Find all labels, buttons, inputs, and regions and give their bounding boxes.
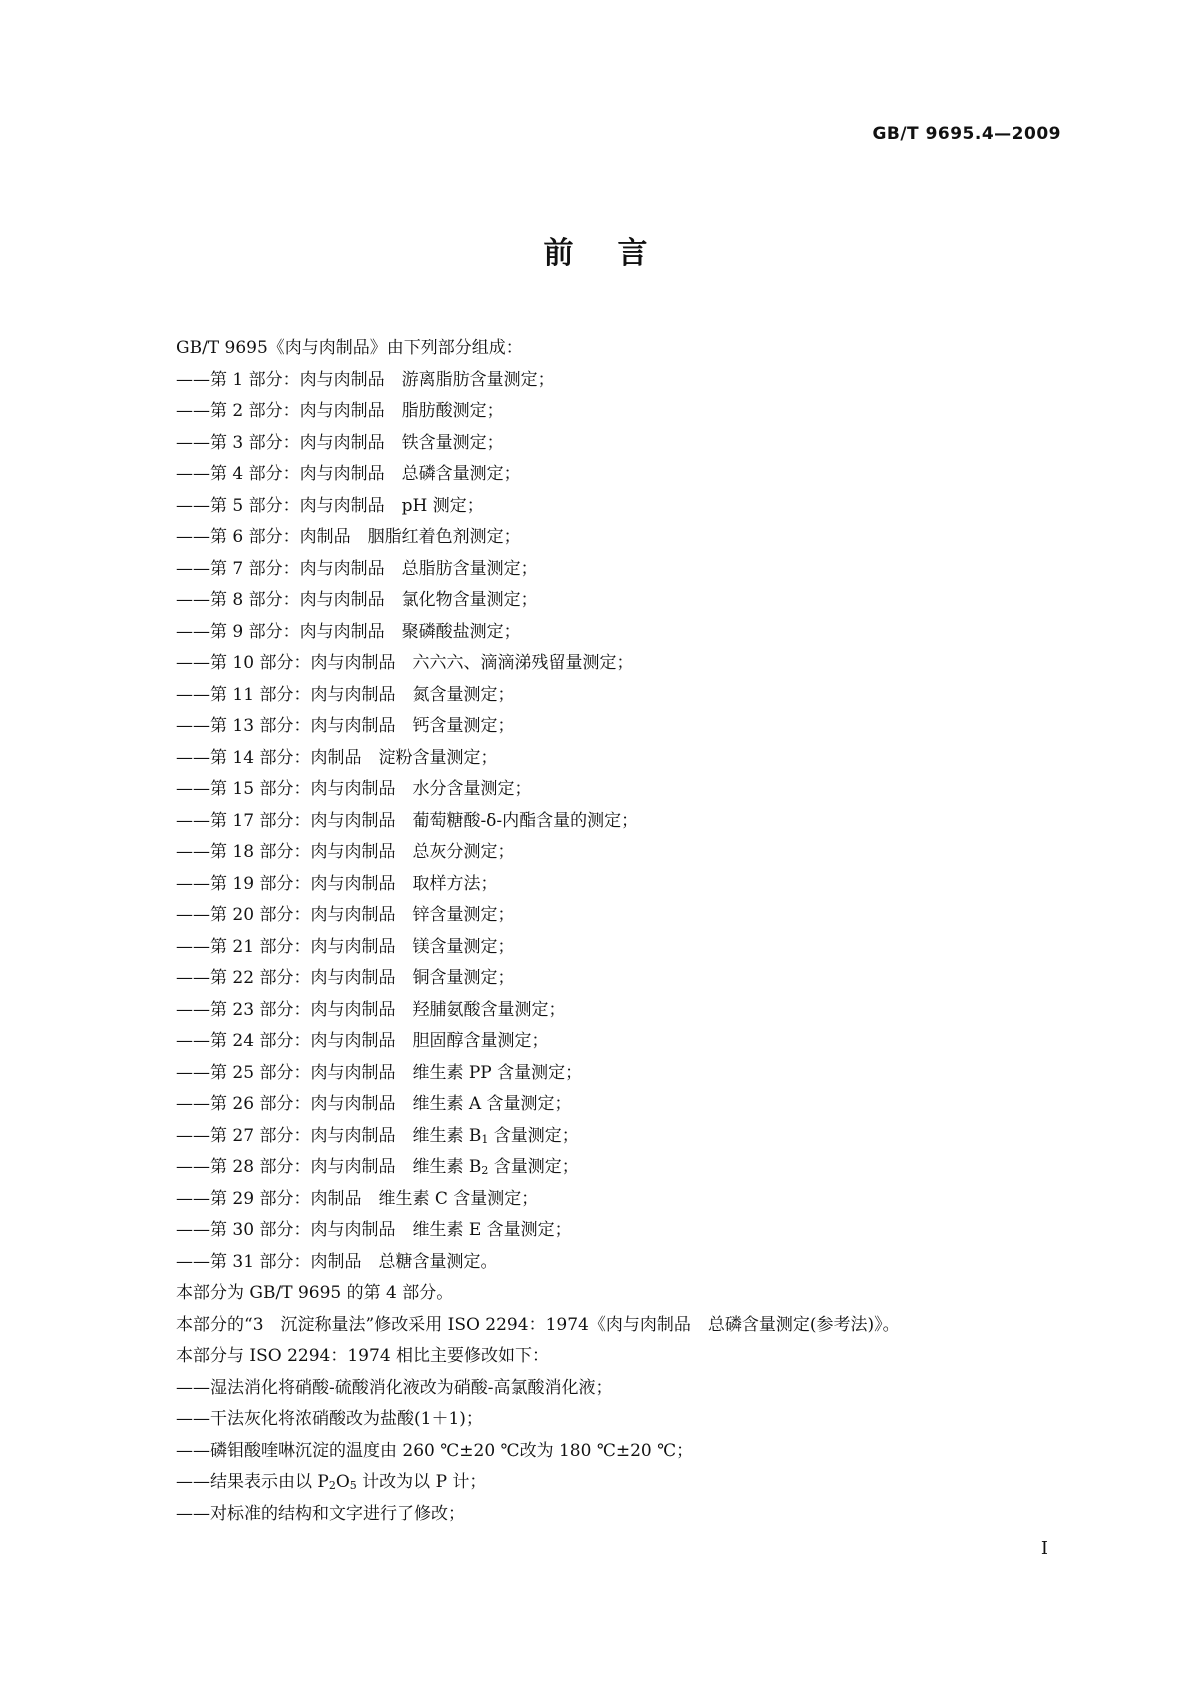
statement-line: ——磷钼酸喹啉沉淀的温度由 260 ℃±20 ℃改为 180 ℃±20 ℃；: [176, 1440, 694, 1461]
part-list-item: ——第 22 部分：肉与肉制品 铜含量测定；: [176, 968, 515, 988]
part-list-item: ——第 11 部分：肉与肉制品 氮含量测定；: [176, 684, 515, 705]
statement-line: 本部分为 GB/T 9695 的第 4 部分。: [176, 1283, 454, 1303]
part-list-item: ——第 7 部分：肉与肉制品 总脂肪含量测定；: [176, 558, 538, 579]
page-title: 前言: [543, 236, 692, 271]
part-list-item: ——第 13 部分：肉与肉制品 钙含量测定；: [176, 716, 515, 736]
part-list-item: ——第 21 部分：肉与肉制品 镁含量测定；: [176, 936, 515, 957]
statement-line: ——干法灰化将浓硝酸改为盐酸(1＋1)；: [176, 1409, 483, 1429]
parts-tail-list: [176, 1184, 1056, 1279]
part-list-item: ——第 5 部分：肉与肉制品 pH 测定；: [176, 495, 484, 516]
part-list-item: ——第 31 部分：肉制品 总糖含量测定。: [176, 1251, 498, 1272]
part-list-item: ——第 9 部分：肉与肉制品 聚磷酸盐测定；: [176, 621, 521, 642]
part-list-item: ——第 14 部分：肉制品 淀粉含量测定；: [176, 747, 498, 768]
part-list-item: ——第 15 部分：肉与肉制品 水分含量测定；: [176, 779, 532, 799]
statement-line: 本部分的“3 沉淀称量法”修改采用 ISO 2294：1974《肉与肉制品 总磷含量测定(参考法)》。: [176, 1314, 900, 1335]
part-list-item: ——第 24 部分：肉与肉制品 胆固醇含量测定；: [176, 1031, 549, 1051]
part-list-item: ——第 10 部分：肉与肉制品 六六六、滴滴涕残留量测定；: [176, 653, 634, 673]
part-list-item: ——第 18 部分：肉与肉制品 总灰分测定；: [176, 842, 515, 862]
part-list-item: ——第 3 部分：肉与肉制品 铁含量测定；: [176, 432, 504, 453]
statements-list: [176, 1278, 1056, 1467]
part-27-line: ——第 27 部分：肉与肉制品 维生素 $B_1$ 含量测定；: [176, 1125, 579, 1146]
part-list-item: ——第 26 部分：肉与肉制品 维生素 A 含量测定；: [176, 1094, 572, 1114]
intro-line: GB/T 9695《肉与肉制品》由下列部分组成：: [176, 338, 523, 358]
standard-code: GB/T 9695.4—2009: [872, 124, 1061, 144]
part-28-line: ——第 28 部分：肉与肉制品 维生素 $B_2$ 含量测定；: [176, 1157, 579, 1177]
foreword-body: [176, 333, 1056, 1530]
statement-line: ——湿法消化将硝酸-硫酸消化液改为硝酸-高氯酸消化液；: [176, 1377, 613, 1398]
part-list-item: ——第 8 部分：肉与肉制品 氯化物含量测定；: [176, 590, 538, 610]
part-list-item: ——第 2 部分：肉与肉制品 脂肪酸测定；: [176, 401, 504, 421]
parts-list: [176, 365, 1056, 1121]
part-list-item: ——第 30 部分：肉与肉制品 维生素 E 含量测定；: [176, 1220, 572, 1240]
part-list-item: ——第 6 部分：肉制品 胭脂红着色剂测定；: [176, 527, 521, 547]
structure-modification-line: ——对标准的结构和文字进行了修改；: [176, 1503, 465, 1524]
page-number: I: [1040, 1538, 1048, 1559]
statement-line: 本部分与 ISO 2294：1974 相比主要修改如下：: [176, 1346, 550, 1366]
result-expression-line: ——结果表示由以 $P_2O_5$ 计改为以 P 计；: [176, 1472, 487, 1492]
part-list-item: ——第 19 部分：肉与肉制品 取样方法；: [176, 873, 498, 894]
part-list-item: ——第 4 部分：肉与肉制品 总磷含量测定；: [176, 464, 521, 484]
part-list-item: ——第 17 部分：肉与肉制品 葡萄糖酸-δ-内酯含量的测定；: [176, 810, 639, 831]
part-list-item: ——第 23 部分：肉与肉制品 羟脯氨酸含量测定；: [176, 999, 566, 1020]
part-list-item: ——第 1 部分：肉与肉制品 游离脂肪含量测定；: [176, 369, 555, 390]
part-list-item: ——第 25 部分：肉与肉制品 维生素 PP 含量测定；: [176, 1062, 583, 1083]
part-list-item: ——第 29 部分：肉制品 维生素 C 含量测定；: [176, 1188, 539, 1209]
part-list-item: ——第 20 部分：肉与肉制品 锌含量测定；: [176, 905, 515, 925]
